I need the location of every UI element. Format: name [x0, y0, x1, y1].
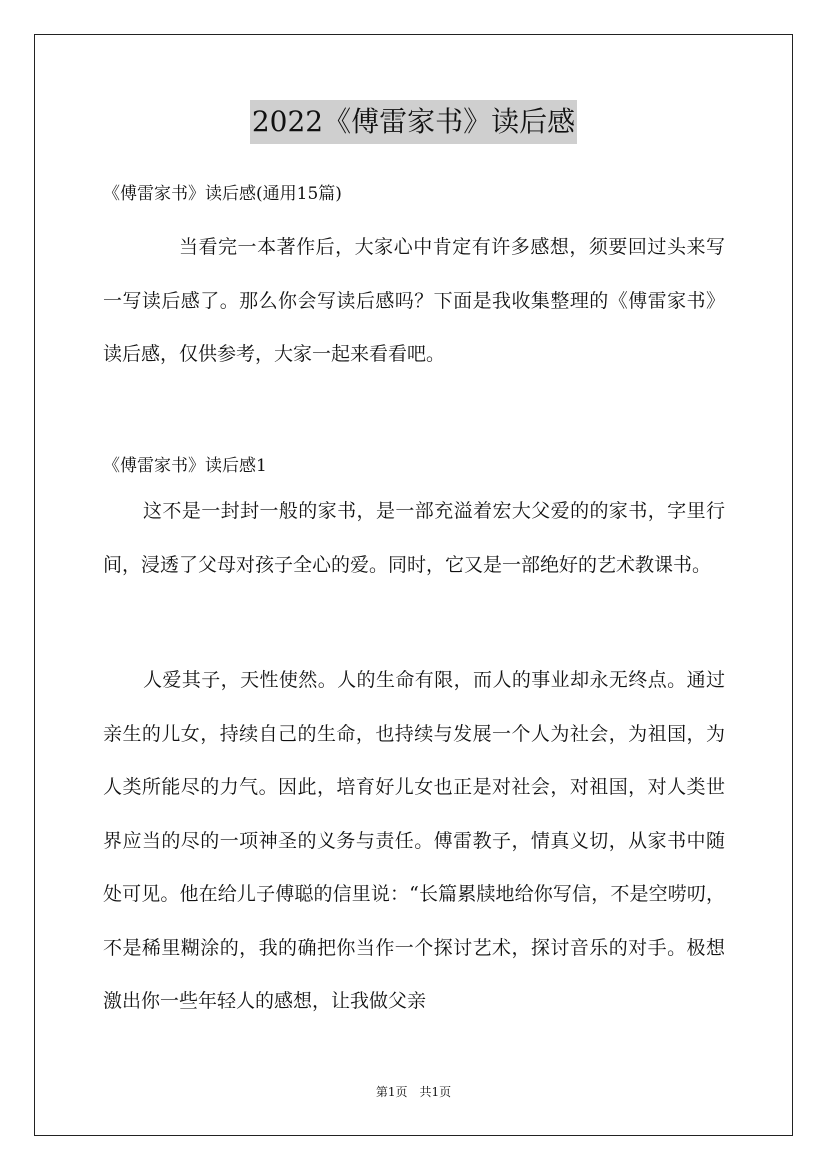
- section-heading: 《傅雷家书》读后感1: [103, 456, 267, 476]
- body-paragraph-2: 人爱其子，天性使然。人的生命有限，而人的事业却永无终点。通过亲生的儿女，持续自己的生命，也持续与发展一个人为社会，为祖国，为人类所能尽的力气。因此，培育好儿女也正是对社会，对祖国，对人类世界应当的尽的一项神圣的义务与责任。傅雷教子，情真义切，从家书中随处可见。他在给儿子傅聪的信里说：“长篇累牍地给你写信，不是空唠叨，不是稀里糊涂的，我的确把你当作一个探讨艺术，探讨音乐的对手。极想激出你一些年轻人的感想，让我做父亲: [103, 669, 725, 1012]
- document-title: 2022《傅雷家书》读后感: [250, 100, 577, 144]
- page-number-footer: 第1页 共1页: [375, 1085, 452, 1099]
- body-paragraph-1: 这不是一封封一般的家书，是一部充溢着宏大父爱的的家书，字里行间，浸透了父母对孩子全心的爱。同时，它又是一部绝好的艺术教课书。: [103, 500, 725, 576]
- title-container: [0, 100, 827, 144]
- document-subtitle: 《傅雷家书》读后感(通用15篇): [103, 184, 342, 204]
- intro-paragraph: 当看完一本著作后，大家心中肯定有许多感想，须要回过头来写一写读后感了。那么你会写读后感吗？下面是我收集整理的《傅雷家书》读后感，仅供参考，大家一起来看看吧。: [103, 236, 725, 365]
